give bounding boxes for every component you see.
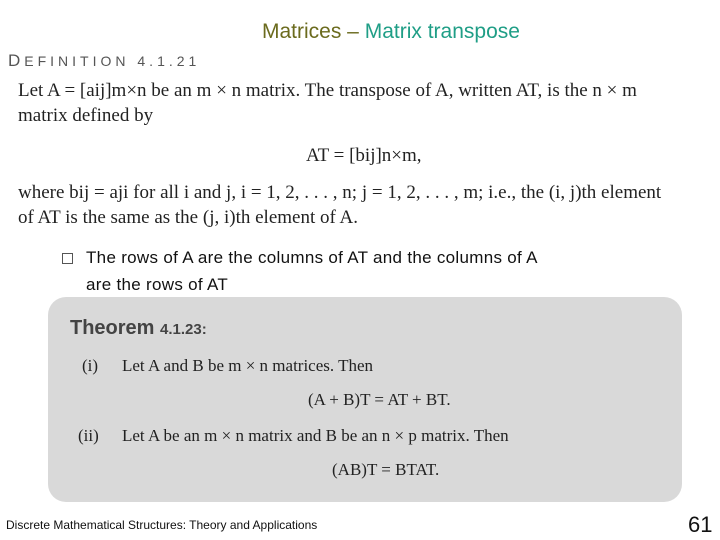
bullet-line-1: The rows of A are the columns of AT and the columns of A <box>86 248 538 267</box>
definition-label <box>8 51 200 71</box>
bullet-line-2: are the rows of AT <box>86 275 229 294</box>
theorem-item1-formula: (A + B)T = AT + BT. <box>308 390 451 409</box>
definition-label-rest: EFINITION 4.1.21 <box>24 53 201 69</box>
definition-line-3: where bij = aji for all i and j, i = 1, 2, . . . , n; j = 1, 2, . . . , m; i.e., the (i, j)th element <box>18 182 662 203</box>
slide-title <box>262 20 520 44</box>
theorem-item1-text: Let A and B be m × n matrices. Then <box>122 356 373 375</box>
theorem-item2-formula: (AB)T = BTAT. <box>332 460 440 479</box>
theorem-heading <box>70 317 207 340</box>
definition-line-2: matrix defined by <box>18 105 154 126</box>
title-part2: Matrix transpose <box>364 20 520 43</box>
theorem-item2-text: Let A be an m × n matrix and B be an n × p matrix. Then <box>122 426 509 445</box>
footer-text: Discrete Mathematical Structures: Theory and Applications <box>6 518 318 532</box>
definition-label-first: D <box>8 51 25 70</box>
theorem-number: 4.1.23: <box>160 321 207 338</box>
page-number: 61 <box>688 512 713 537</box>
definition-line-4: of AT is the same as the (j, i)th element of A. <box>18 207 358 228</box>
definition-formula: AT = [bij]n×m, <box>306 145 422 166</box>
theorem-item2-marker: (ii) <box>78 426 99 445</box>
theorem-item1-marker: (i) <box>82 356 99 375</box>
title-part1: Matrices – <box>262 20 365 43</box>
square-bullet-icon <box>62 253 73 264</box>
definition-line-1: Let A = [aij]m×n be an m × n matrix. The transpose of A, written AT, is the n × m <box>18 80 637 101</box>
theorem-label: Theorem <box>70 317 155 339</box>
